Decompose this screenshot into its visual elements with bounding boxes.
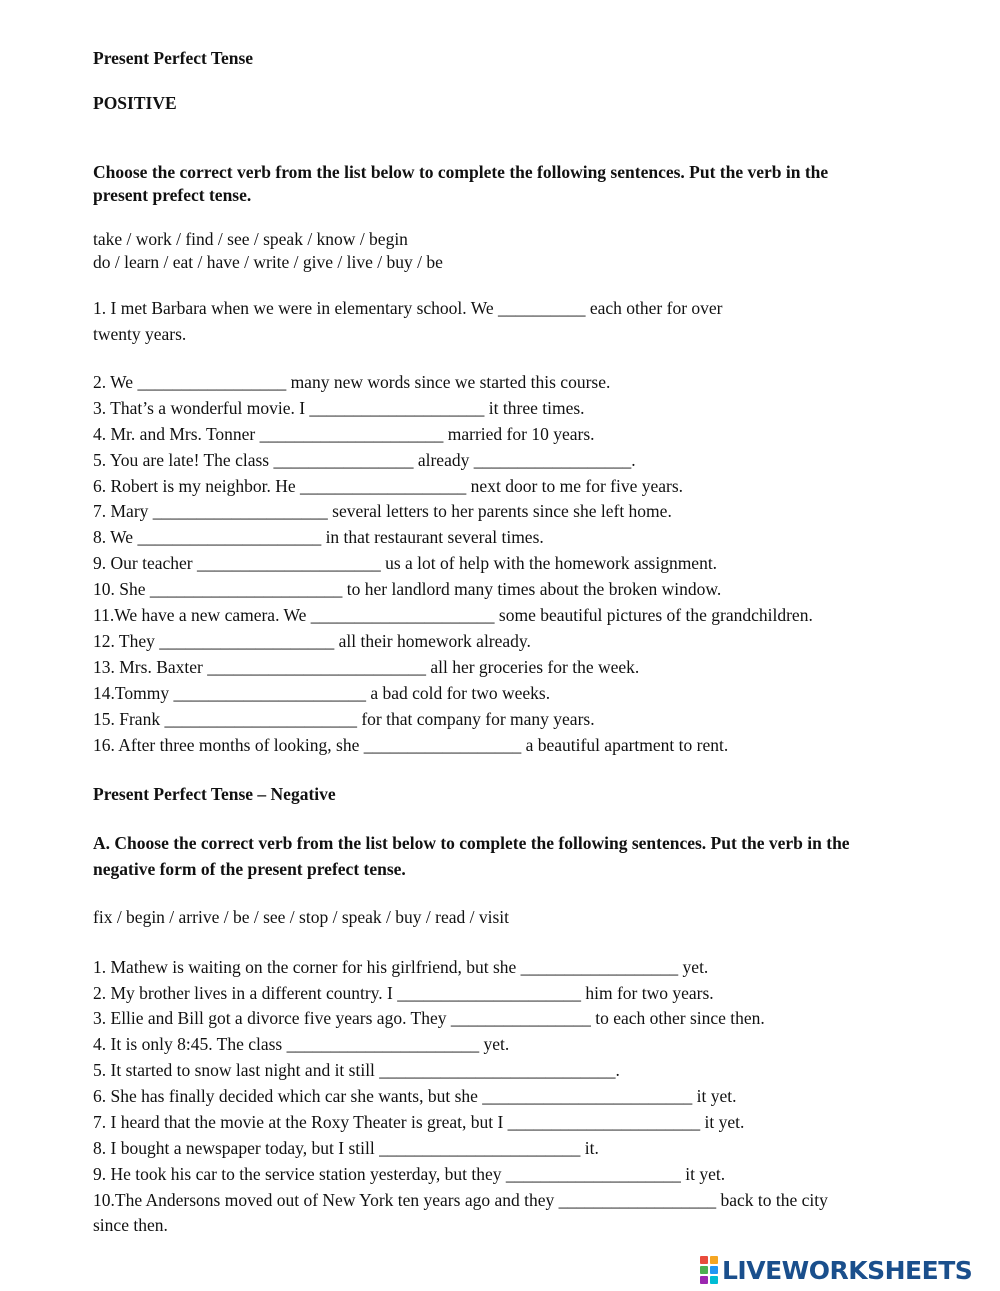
exercise-item: 8. We _____________________ in that restaurant several times. <box>93 527 544 547</box>
exercise-item: twenty years. <box>93 324 187 344</box>
exercise-item: 3. That’s a wonderful movie. I ____________________ it three times. <box>93 398 585 418</box>
exercise-item: 7. Mary ____________________ several letters to her parents since she left home. <box>93 501 672 521</box>
exercise-item: 7. I heard that the movie at the Roxy Theater is great, but I ______________________ it yet. <box>93 1112 745 1132</box>
exercise-item: 10.The Andersons moved out of New York ten years ago and they __________________ back to the city <box>93 1190 828 1210</box>
exercise-item: 15. Frank ______________________ for that company for many years. <box>93 709 595 729</box>
verb-list: take / work / find / see / speak / know / begin <box>93 229 408 249</box>
logo-square <box>710 1256 718 1264</box>
exercise-item: 5. It started to snow last night and it still ___________________________. <box>93 1060 620 1080</box>
negative-heading: Present Perfect Tense – Negative <box>93 784 336 804</box>
logo-square <box>710 1276 718 1284</box>
logo-icon <box>700 1256 718 1284</box>
exercise-item: 6. Robert is my neighbor. He ___________________ next door to me for five years. <box>93 476 684 496</box>
negative-instruction-cont: negative form of the present prefect tense. <box>93 859 406 879</box>
exercise-item: 4. It is only 8:45. The class ______________________ yet. <box>93 1034 510 1054</box>
exercise-item: 13. Mrs. Baxter _________________________ all her groceries for the week. <box>93 657 640 677</box>
exercise-item: 1. I met Barbara when we were in elementary school. We __________ each other for over <box>93 298 723 318</box>
page-title: Present Perfect Tense <box>93 48 254 68</box>
logo-square <box>700 1256 708 1264</box>
exercise-item: 11.We have a new camera. We _____________________ some beautiful pictures of the grandchildren. <box>93 605 813 625</box>
exercise-item: 4. Mr. and Mrs. Tonner _____________________ married for 10 years. <box>93 424 595 444</box>
exercise-item: 12. They ____________________ all their homework already. <box>93 631 531 651</box>
logo-square <box>700 1276 708 1284</box>
exercise-item: 1. Mathew is waiting on the corner for his girlfriend, but she __________________ yet. <box>93 957 709 977</box>
logo-text: LIVEWORKSHEETS <box>722 1255 973 1285</box>
exercise-item: 16. After three months of looking, she __________________ a beautiful apartment to rent. <box>93 735 729 755</box>
negative-instruction: A. Choose the correct verb from the list below to complete the following sentences. Put the verb in the <box>93 833 850 853</box>
exercise-item: 6. She has finally decided which car she wants, but she ________________________ it yet. <box>93 1086 737 1106</box>
exercise-item: 3. Ellie and Bill got a divorce five years ago. They ________________ to each other since then. <box>93 1008 765 1028</box>
exercise-item: 8. I bought a newspaper today, but I still _______________________ it. <box>93 1138 599 1158</box>
liveworksheets-logo <box>700 1256 972 1284</box>
exercise-item: 9. He took his car to the service station yesterday, but they ____________________ it yet. <box>93 1164 726 1184</box>
logo-square <box>700 1266 708 1274</box>
exercise-item: since then. <box>93 1215 168 1235</box>
positive-heading: POSITIVE <box>93 93 177 113</box>
exercise-item: 9. Our teacher _____________________ us a lot of help with the homework assignment. <box>93 553 718 573</box>
exercise-item: 2. My brother lives in a different country. I _____________________ him for two years. <box>93 983 714 1003</box>
positive-instruction: Choose the correct verb from the list below to complete the following sentences. Put the verb in the <box>93 162 829 182</box>
verb-list: do / learn / eat / have / write / give / live / buy / be <box>93 252 443 272</box>
exercise-item: 5. You are late! The class ________________ already __________________. <box>93 450 636 470</box>
exercise-item: 2. We _________________ many new words since we started this course. <box>93 372 611 392</box>
positive-instruction-cont: present prefect tense. <box>93 185 252 205</box>
exercise-item: 10. She ______________________ to her landlord many times about the broken window. <box>93 579 722 599</box>
logo-square <box>710 1266 718 1274</box>
verb-list: fix / begin / arrive / be / see / stop / speak / buy / read / visit <box>93 907 510 927</box>
exercise-item: 14.Tommy ______________________ a bad cold for two weeks. <box>93 683 551 703</box>
